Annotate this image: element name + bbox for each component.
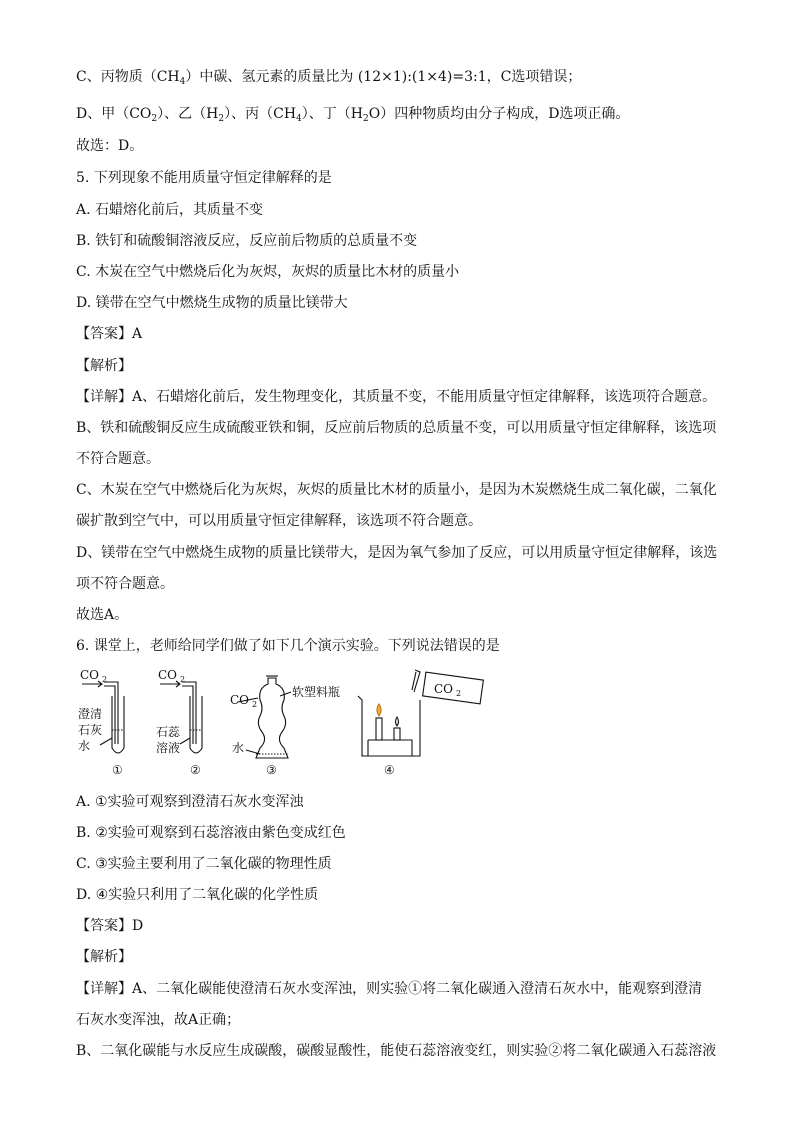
co2-subscript: 2 <box>252 700 258 709</box>
line-select: 故选：D。 <box>76 138 144 154</box>
co2-subscript: 2 <box>102 675 108 684</box>
question-6-stem: 6. 课堂上，老师给同学们做了如下几个演示实验。下列说法错误的是 <box>76 638 500 654</box>
question-5-stem: 5. 下列现象不能用质量守恒定律解释的是 <box>76 170 332 186</box>
q5-detail-line: 故选A。 <box>76 607 129 623</box>
limewater-label: 澄清 <box>78 707 103 721</box>
line-c-option-analysis: C、丙物质$(CH_4)$中碳、氢元素的质量比为 (12×1):(1×4)=3:1，C选项错误； <box>76 69 582 87</box>
q5-option-b: B. 铁钉和硫酸铜溶液反应，反应前后物质的总质量不变 <box>76 233 418 249</box>
line-d-option-analysis: D、甲$(CO_2)$、乙$(H_2)$、丙$(CH_4)$、丁$(H_2O)$四种物质均由分子构成，D选项正确。 <box>76 106 630 124</box>
figure-number: ② <box>190 763 201 777</box>
q5-detail-line: B、铁和硫酸铜反应生成硫酸亚铁和铜，反应前后物质的总质量不变，可以用质量守恒定律解释，该选项 <box>76 420 717 436</box>
co2-label: CO <box>434 682 454 696</box>
experiment-figure <box>76 668 496 780</box>
q5-option-d: D. 镁带在空气中燃烧生成物的质量比镁带大 <box>76 295 348 311</box>
q5-option-c: C. 木炭在空气中燃烧后化为灰烬，灰烬的质量比木材的质量小 <box>76 264 460 280</box>
co2-label: CO <box>158 668 178 682</box>
q6-detail-line: 石灰水变浑浊，故A正确； <box>76 1012 241 1028</box>
limewater-label: 石灰 <box>78 723 103 737</box>
limewater-label: 水 <box>78 739 91 753</box>
q5-detail-line: 【详解】A、石蜡熔化前后，发生物理变化，其质量不变，不能用质量守恒定律解释，该选项符合题意。 <box>76 389 717 405</box>
q6-option-d: D. ④实验只利用了二氧化碳的化学性质 <box>76 887 319 903</box>
q5-answer: 【答案】A <box>76 326 143 342</box>
q5-detail-line: 不符合题意。 <box>76 451 160 467</box>
plastic-bottle-label: 软塑料瓶 <box>292 685 341 699</box>
q6-analysis-heading: 【解析】 <box>76 949 132 965</box>
q5-option-a: A. 石蜡熔化前后，其质量不变 <box>76 202 264 218</box>
figure-number: ④ <box>384 763 395 777</box>
co2-label: CO <box>230 693 250 707</box>
q6-option-c: C. ③实验主要利用了二氧化碳的物理性质 <box>76 856 332 872</box>
q6-option-a: A. ①实验可观察到澄清石灰水变浑浊 <box>76 794 304 810</box>
q6-option-b: B. ②实验可观察到石蕊溶液由紫色变成红色 <box>76 825 346 841</box>
q6-answer: 【答案】D <box>76 918 144 934</box>
litmus-label: 石蕊 <box>156 725 181 739</box>
q6-detail-line: B、二氧化碳能与水反应生成碳酸，碳酸显酸性，能使石蕊溶液变红，则实验②将二氧化碳通入石蕊溶液 <box>76 1043 717 1059</box>
q6-detail-line: 【详解】A、二氧化碳能使澄清石灰水变浑浊，则实验①将二氧化碳通入澄清石灰水中，能观察到澄清 <box>76 981 703 997</box>
water-label: 水 <box>232 741 245 755</box>
figure-number: ① <box>112 763 123 777</box>
q5-detail-line: 项不符合题意。 <box>76 576 174 592</box>
q5-detail-line: D、镁带在空气中燃烧生成物的质量比镁带大，是因为氧气参加了反应，可以用质量守恒定律解释，该选 <box>76 545 718 561</box>
experiment-diagram <box>76 668 496 780</box>
figure-number: ③ <box>266 763 277 777</box>
q5-detail-line: 碳扩散到空气中，可以用质量守恒定律解释，该选项不符合题意。 <box>76 513 482 529</box>
q5-detail-line: C、木炭在空气中燃烧后化为灰烬，灰烬的质量比木材的质量小，是因为木炭燃烧生成二氧化碳，二氧化 <box>76 482 717 498</box>
q5-analysis-heading: 【解析】 <box>76 358 132 374</box>
litmus-label: 溶液 <box>156 741 181 755</box>
co2-subscript: 2 <box>180 675 186 684</box>
co2-subscript: 2 <box>456 689 462 698</box>
co2-label: CO <box>80 668 100 682</box>
